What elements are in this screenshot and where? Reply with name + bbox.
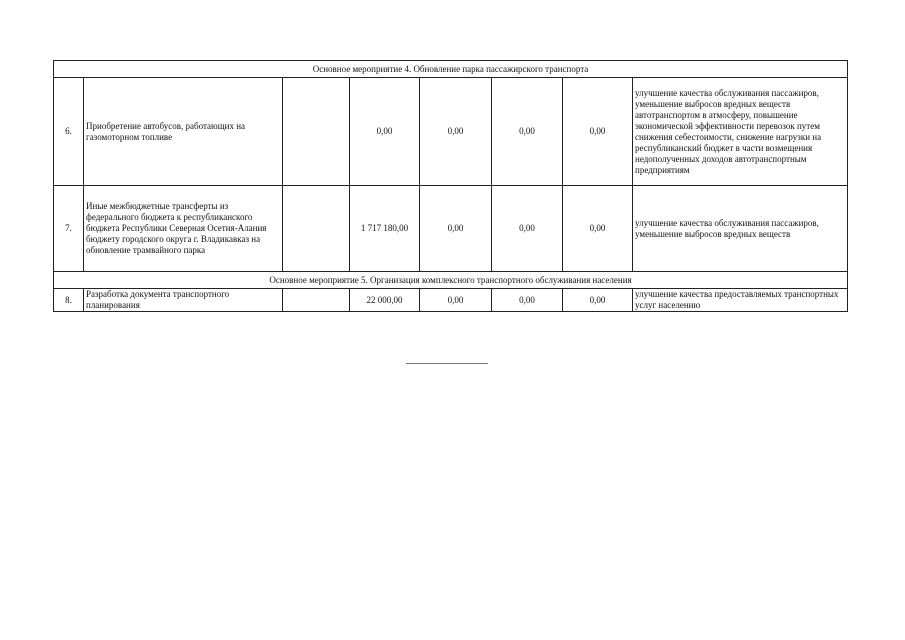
row-col3 [283,289,350,312]
row-col3 [283,78,350,186]
row-value-1: 1 717 180,00 [350,186,420,272]
section-title: Основное мероприятие 5. Организация комплексного транспортного обслуживания населения [54,272,848,289]
table-row [54,186,848,272]
row-result: улучшение качества обслуживания пассажиров, уменьшение выбросов вредных веществ автотранспортом в атмосферу, повышение экономической эффективности перевозок путем снижения себестоимости, снижение нагрузки на республиканский бюджет в части возмещения недополученных доходов автотранспортным предприятиям [633,78,848,186]
row-value-2: 0,00 [420,186,492,272]
row-value-4: 0,00 [563,289,633,312]
row-value-1: 22 000,00 [350,289,420,312]
row-description: Разработка документа транспортного планирования [84,289,283,312]
row-value-1: 0,00 [350,78,420,186]
row-value-3: 0,00 [492,289,563,312]
table-row [54,78,848,186]
section-title: Основное мероприятие 4. Обновление парка пассажирского транспорта [54,61,848,78]
section-row [54,61,848,78]
row-number: 7. [54,186,84,272]
table-row [54,289,848,312]
row-value-4: 0,00 [563,78,633,186]
row-value-2: 0,00 [420,78,492,186]
row-number: 6. [54,78,84,186]
row-number: 8. [54,289,84,312]
page-divider [406,363,488,364]
row-value-3: 0,00 [492,78,563,186]
row-value-3: 0,00 [492,186,563,272]
section-row [54,272,848,289]
row-result: улучшение качества обслуживания пассажиров, уменьшение выбросов вредных веществ [633,186,848,272]
program-table [53,60,848,312]
row-description: Приобретение автобусов, работающих на газомоторном топливе [84,78,283,186]
row-result: улучшение качества предоставляемых транспортных услуг населению [633,289,848,312]
row-description: Иные межбюджетные трансферты из федерального бюджета к республиканского бюджета Республики Северная Осетия-Алания бюджету городского округа г. Владикавказ на обновление трамвайного парка [84,186,283,272]
row-col3 [283,186,350,272]
row-value-2: 0,00 [420,289,492,312]
row-value-4: 0,00 [563,186,633,272]
